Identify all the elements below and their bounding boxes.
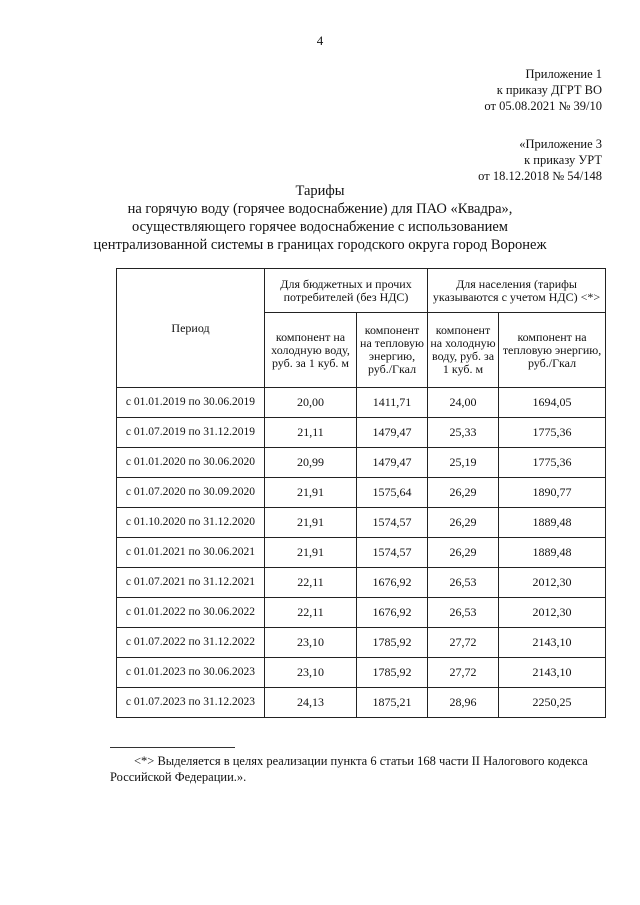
table-row	[117, 628, 606, 658]
period-cell: с 01.07.2021 по 31.12.2021	[117, 568, 265, 598]
budget-cold-water-cell: 20,00	[265, 388, 357, 418]
budget-heat-cell: 1785,92	[357, 658, 428, 688]
population-heat-cell: 1775,36	[499, 418, 606, 448]
period-cell: с 01.07.2023 по 31.12.2023	[117, 688, 265, 718]
table-row	[117, 538, 606, 568]
annex-1-line-2: к приказу ДГРТ ВО	[496, 83, 602, 97]
annex-3-line-1: «Приложение 3	[519, 137, 602, 151]
budget-heat-cell: 1574,57	[357, 508, 428, 538]
table-row	[117, 658, 606, 688]
budget-cold-water-cell: 22,11	[265, 598, 357, 628]
annex-3-line-2: к приказу УРТ	[524, 153, 602, 167]
budget-group-header: Для бюджетных и прочих потребителей (без НДС)	[265, 269, 428, 313]
period-header: Период	[117, 269, 265, 388]
population-heat-cell: 1889,48	[499, 538, 606, 568]
population-cold-water-cell: 27,72	[428, 658, 499, 688]
population-cold-water-header: компонент на холодную воду, руб. за 1 куб. м	[428, 313, 499, 388]
period-cell: с 01.07.2020 по 30.09.2020	[117, 478, 265, 508]
footnote-divider	[110, 747, 235, 748]
population-heat-cell: 1890,77	[499, 478, 606, 508]
table-row	[117, 418, 606, 448]
budget-cold-water-header: компонент на холодную воду, руб. за 1 куб. м	[265, 313, 357, 388]
annex-1-line-3: от 05.08.2021 № 39/10	[484, 99, 602, 113]
population-cold-water-cell: 26,53	[428, 568, 499, 598]
budget-heat-cell: 1575,64	[357, 478, 428, 508]
budget-heat-cell: 1574,57	[357, 538, 428, 568]
population-cold-water-cell: 26,29	[428, 478, 499, 508]
budget-heat-cell: 1875,21	[357, 688, 428, 718]
period-cell: с 01.10.2020 по 31.12.2020	[117, 508, 265, 538]
budget-cold-water-cell: 24,13	[265, 688, 357, 718]
budget-heat-cell: 1479,47	[357, 418, 428, 448]
budget-heat-cell: 1676,92	[357, 568, 428, 598]
table-row	[117, 508, 606, 538]
population-heat-cell: 2250,25	[499, 688, 606, 718]
population-heat-cell: 2012,30	[499, 568, 606, 598]
annex-3-line-3: от 18.12.2018 № 54/148	[478, 169, 602, 183]
population-cold-water-cell: 26,29	[428, 538, 499, 568]
budget-cold-water-cell: 21,91	[265, 508, 357, 538]
budget-heat-header: компонент на тепловую энергию, руб./Гкал	[357, 313, 428, 388]
annex-3-reference	[478, 136, 602, 184]
population-cold-water-cell: 26,53	[428, 598, 499, 628]
population-cold-water-cell: 27,72	[428, 628, 499, 658]
annex-1-line-1: Приложение 1	[525, 67, 602, 81]
population-cold-water-cell: 24,00	[428, 388, 499, 418]
period-cell: с 01.07.2019 по 31.12.2019	[117, 418, 265, 448]
period-cell: с 01.01.2021 по 30.06.2021	[117, 538, 265, 568]
budget-cold-water-cell: 22,11	[265, 568, 357, 598]
period-cell: с 01.01.2019 по 30.06.2019	[117, 388, 265, 418]
budget-heat-cell: 1411,71	[357, 388, 428, 418]
population-cold-water-cell: 28,96	[428, 688, 499, 718]
population-heat-cell: 2143,10	[499, 658, 606, 688]
table-row	[117, 448, 606, 478]
period-cell: с 01.01.2020 по 30.06.2020	[117, 448, 265, 478]
title-line-1: Тарифы	[295, 183, 345, 199]
document-title	[40, 182, 600, 254]
tariff-table	[116, 268, 606, 718]
population-heat-cell: 2143,10	[499, 628, 606, 658]
title-line-2: на горячую воду (горячее водоснабжение) для ПАО «Квадра»,	[127, 201, 513, 217]
budget-cold-water-cell: 23,10	[265, 658, 357, 688]
population-cold-water-cell: 26,29	[428, 508, 499, 538]
population-group-header: Для населения (тарифы указываются с учетом НДС) <*>	[428, 269, 606, 313]
title-line-3: осуществляющего горячее водоснабжение с использованием	[132, 219, 508, 235]
budget-heat-cell: 1785,92	[357, 628, 428, 658]
period-cell: с 01.01.2022 по 30.06.2022	[117, 598, 265, 628]
table-row	[117, 598, 606, 628]
table-row	[117, 388, 606, 418]
table-row	[117, 478, 606, 508]
budget-heat-cell: 1676,92	[357, 598, 428, 628]
tariff-rows	[117, 388, 606, 718]
budget-cold-water-cell: 20,99	[265, 448, 357, 478]
population-heat-cell: 1694,05	[499, 388, 606, 418]
budget-cold-water-cell: 21,91	[265, 478, 357, 508]
period-cell: с 01.07.2022 по 31.12.2022	[117, 628, 265, 658]
title-line-4: централизованной системы в границах городского округа город Воронеж	[93, 237, 547, 253]
budget-cold-water-cell: 23,10	[265, 628, 357, 658]
population-heat-cell: 1775,36	[499, 448, 606, 478]
table-row	[117, 568, 606, 598]
budget-cold-water-cell: 21,11	[265, 418, 357, 448]
population-heat-header: компонент на тепловую энергию, руб./Гкал	[499, 313, 606, 388]
annex-1-reference	[484, 66, 602, 114]
footnote: <*> Выделяется в целях реализации пункта 6 статьи 168 части II Налогового кодекса Российской Федерации.».	[110, 754, 588, 784]
period-cell: с 01.01.2023 по 30.06.2023	[117, 658, 265, 688]
population-heat-cell: 1889,48	[499, 508, 606, 538]
table-row	[117, 688, 606, 718]
population-cold-water-cell: 25,33	[428, 418, 499, 448]
page-number: 4	[316, 33, 324, 48]
population-cold-water-cell: 25,19	[428, 448, 499, 478]
budget-cold-water-cell: 21,91	[265, 538, 357, 568]
budget-heat-cell: 1479,47	[357, 448, 428, 478]
population-heat-cell: 2012,30	[499, 598, 606, 628]
